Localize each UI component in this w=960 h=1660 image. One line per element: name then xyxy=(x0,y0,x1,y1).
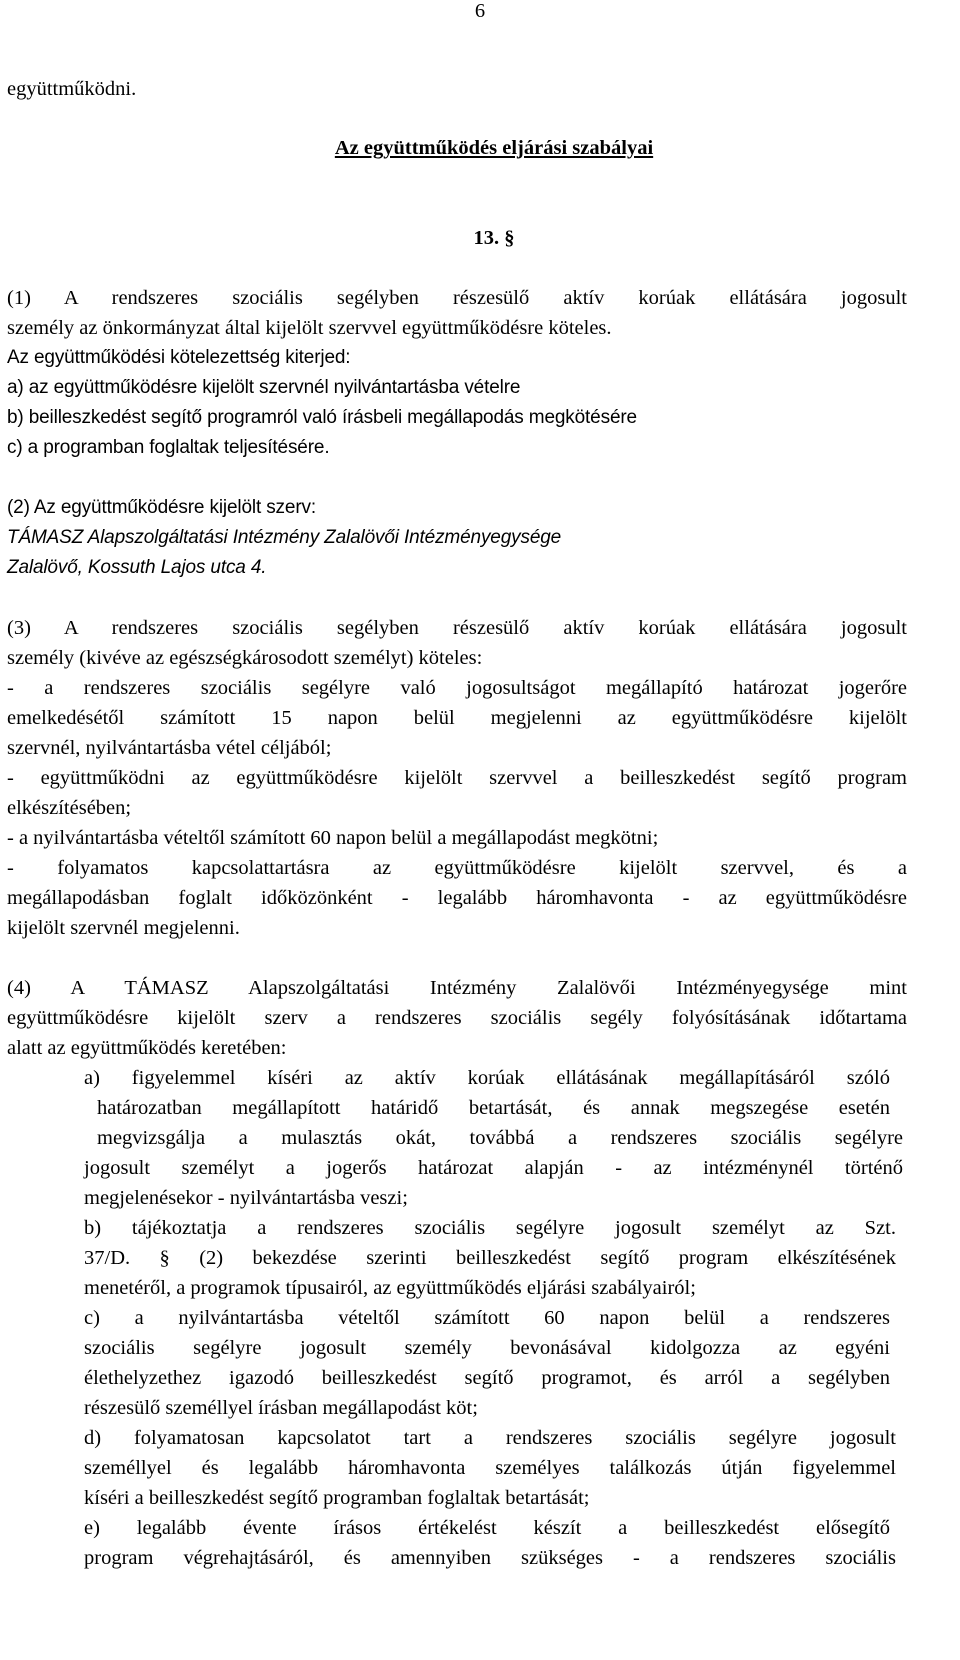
text-line: (3) A rendszeres szociális segélyben részesülő aktív korúak ellátására jogosult xyxy=(7,617,907,639)
text-line: b) beilleszkedést segítő programról való írásbeli megállapodás megkötésére xyxy=(7,407,637,428)
section-heading: Az együttműködés eljárási szabályai xyxy=(334,137,654,159)
text-line: (2) Az együttműködésre kijelölt szerv: xyxy=(7,497,316,518)
text-line: (1) A rendszeres szociális segélyben részesülő aktív korúak ellátására jogosult xyxy=(7,287,907,309)
text-line: a) az együttműködésre kijelölt szervnél nyilvántartásba vételre xyxy=(7,377,521,398)
text-line: 37/D. § (2) bekezdése szerinti beilleszkedést segítő program elkészítésének xyxy=(84,1247,896,1269)
text-line: program végrehajtásáról, és amennyiben szükséges - a rendszeres szociális xyxy=(84,1547,896,1569)
text-line: c) a programban foglaltak teljesítésére. xyxy=(7,437,330,458)
text-line: emelkedésétől számított 15 napon belül megjelenni az együttműködésre kijelölt xyxy=(7,707,907,729)
text-line: személy (kivéve az egészségkárosodott személyt) köteles: xyxy=(7,647,483,669)
text-line: személy az önkormányzat által kijelölt szervvel együttműködésre köteles. xyxy=(7,317,612,339)
text-line: szervnél, nyilvántartásba vétel céljából; xyxy=(7,737,332,759)
organization-address: Zalalövő, Kossuth Lajos utca 4. xyxy=(7,557,267,578)
text-line: menetéről, a programok típusairól, az együttműködés eljárási szabályairól; xyxy=(84,1277,696,1299)
list-item-a: a) figyelemmel kíséri az aktív korúak ellátásának megállapításáról szóló xyxy=(84,1067,890,1089)
text-line: - a rendszeres szociális segélyre való jogosultságot megállapító határozat jogerőre xyxy=(7,677,907,699)
text-line: szociális segélyre jogosult személy bevonásával kidolgozza az egyéni xyxy=(84,1337,890,1359)
text-line: elkészítésében; xyxy=(7,797,132,819)
text-line: jogosult személyt a jogerős határozat alapján - az intézménynél történő xyxy=(84,1157,903,1179)
text-line: - folyamatos kapcsolattartásra az együttműködésre kijelölt szervvel, és a xyxy=(7,857,907,879)
list-item-d: d) folyamatosan kapcsolatot tart a rendszeres szociális segélyre jogosult xyxy=(84,1427,896,1449)
text-line: alatt az együttműködés keretében: xyxy=(7,1037,287,1059)
list-item-c: c) a nyilvántartásba vételtől számított 60 napon belül a rendszeres xyxy=(84,1307,890,1329)
text-line: megjelenésekor - nyilvántartásba veszi; xyxy=(84,1187,408,1209)
text-line: határozatban megállapított határidő betartását, és annak megszegése esetén xyxy=(97,1097,890,1119)
text-line: - együttműködni az együttműködésre kijelölt szervvel a beilleszkedést segítő program xyxy=(7,767,907,789)
text-line: kíséri a beilleszkedést segítő programban foglaltak betartását; xyxy=(84,1487,590,1509)
text-line: élethelyzethez igazodó beilleszkedést segítő programot, és arról a segélyben xyxy=(84,1367,890,1389)
page-number: 6 xyxy=(474,0,486,22)
text-line: megállapodásban foglalt időközönként - legalább háromhavonta - az együttműködésre xyxy=(7,887,907,909)
organization-name: TÁMASZ Alapszolgáltatási Intézmény Zalalövői Intézményegysége xyxy=(7,527,562,548)
paragraph-number: 13. § xyxy=(473,227,515,249)
text-line: részesülő személlyel írásban megállapodást köt; xyxy=(84,1397,478,1419)
text-line: (4) A TÁMASZ Alapszolgáltatási Intézmény Zalalövői Intézményegysége mint xyxy=(7,977,907,999)
text-line: kijelölt szervnél megjelenni. xyxy=(7,917,240,939)
list-item-e: e) legalább évente írásos értékelést készít a beilleszkedést elősegítő xyxy=(84,1517,890,1539)
text-line: személlyel és legalább háromhavonta személyes találkozás útján figyelemmel xyxy=(84,1457,896,1479)
text-line: együttműködni. xyxy=(7,78,137,100)
text-line: megvizsgálja a mulasztás okát, továbbá a rendszeres szociális segélyre xyxy=(97,1127,903,1149)
text-line: - a nyilvántartásba vételtől számított 60 napon belül a megállapodást megkötni; xyxy=(7,827,659,849)
list-item-b: b) tájékoztatja a rendszeres szociális segélyre jogosult személyt az Szt. xyxy=(84,1217,896,1239)
text-line: Az együttműködési kötelezettség kiterjed: xyxy=(7,347,351,368)
text-line: együttműködésre kijelölt szerv a rendszeres szociális segély folyósításának időtartama xyxy=(7,1007,907,1029)
